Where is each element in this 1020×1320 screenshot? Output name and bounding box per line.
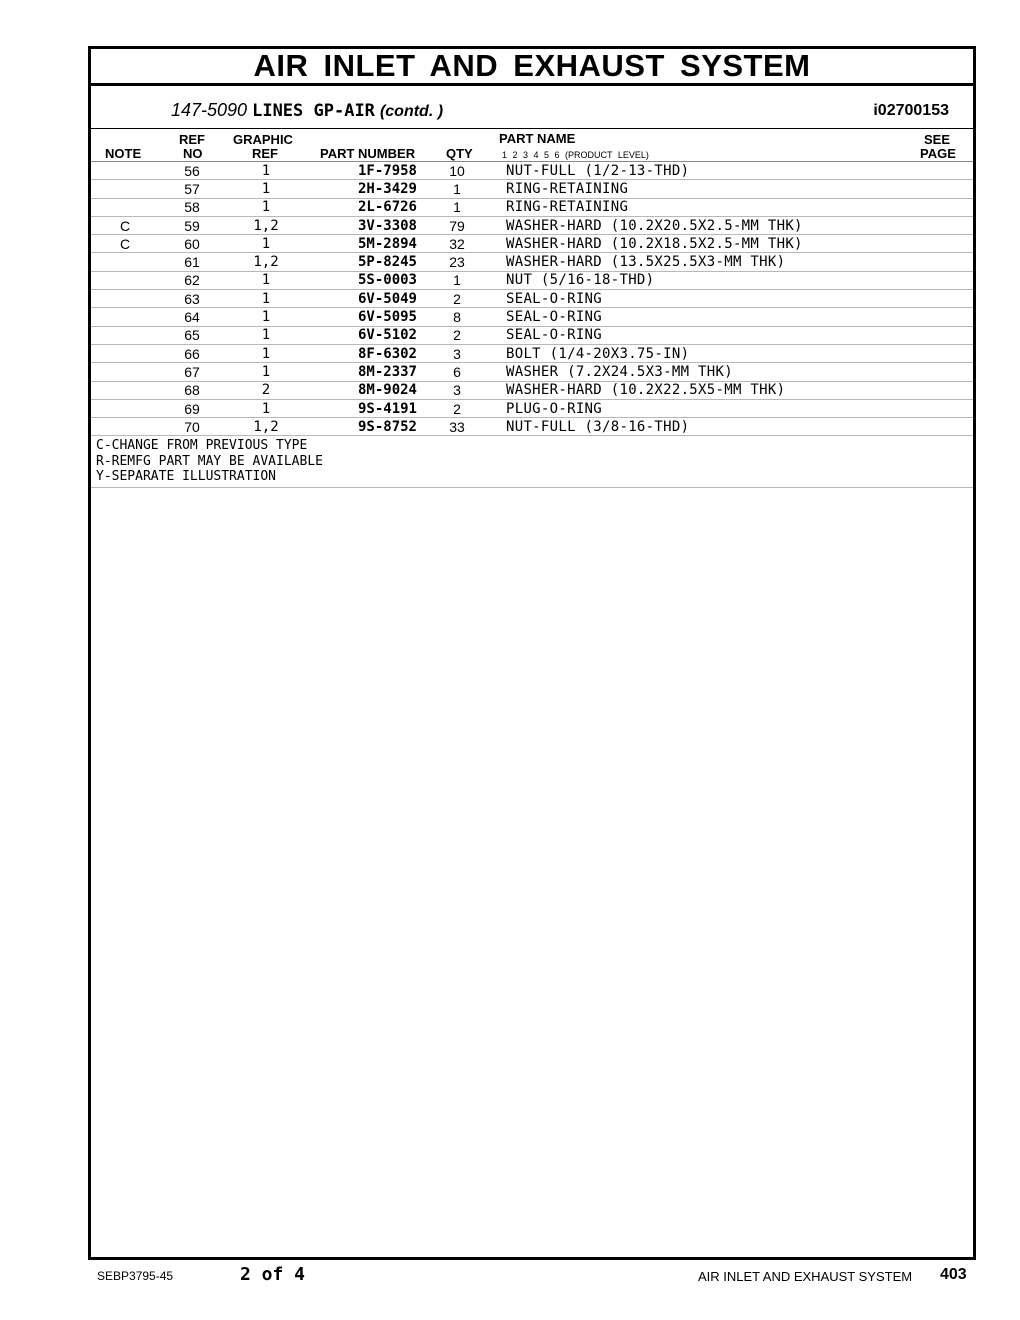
ref-no-cell: 65: [159, 326, 225, 344]
graphic-ref-cell: 1: [225, 363, 307, 381]
qty-cell: 3: [417, 381, 497, 399]
note-cell: [91, 308, 159, 326]
note-cell: [91, 253, 159, 271]
graphic-ref-cell: 1: [225, 235, 307, 253]
part-number-cell: 9S-8752: [307, 418, 417, 436]
graphic-ref-cell: 1: [225, 308, 307, 326]
footer-section: AIR INLET AND EXHAUST SYSTEM: [698, 1269, 913, 1284]
ref-no-cell: 57: [159, 180, 225, 198]
col-part-name: PART NAME: [499, 131, 576, 146]
part-number-cell: 6V-5095: [307, 308, 417, 326]
graphic-ref-cell: 1: [225, 326, 307, 344]
continued-label: (contd. ): [379, 103, 444, 120]
col-ref-bottom: NO: [183, 146, 203, 161]
qty-cell: 32: [417, 235, 497, 253]
graphic-ref-cell: 1: [225, 290, 307, 308]
table-row: [91, 381, 973, 399]
col-graphic-bottom: REF: [252, 146, 278, 161]
graphic-ref-cell: 1: [225, 162, 307, 180]
part-name-cell: WASHER-HARD (10.2X20.5X2.5-MM THK): [497, 216, 973, 234]
table-row: [91, 290, 973, 308]
parts-page-frame: [88, 46, 976, 1260]
ref-no-cell: 59: [159, 216, 225, 234]
part-number-cell: 2H-3429: [307, 180, 417, 198]
note-cell: [91, 198, 159, 216]
part-number-cell: 5M-2894: [307, 235, 417, 253]
table-row: [91, 399, 973, 417]
qty-cell: 1: [417, 198, 497, 216]
part-number-cell: 5P-8245: [307, 253, 417, 271]
note-cell: [91, 326, 159, 344]
ref-no-cell: 69: [159, 399, 225, 417]
table-row: [91, 308, 973, 326]
graphic-ref-cell: 1: [225, 198, 307, 216]
part-number-cell: 2L-6726: [307, 198, 417, 216]
graphic-ref-cell: 1,2: [225, 418, 307, 436]
part-name-cell: NUT-FULL (3/8-16-THD): [497, 418, 973, 436]
note-cell: [91, 290, 159, 308]
part-number-cell: 3V-3308: [307, 216, 417, 234]
graphic-ref-cell: 1,2: [225, 253, 307, 271]
note-cell: [91, 180, 159, 198]
qty-cell: 6: [417, 363, 497, 381]
legend-item: Y-SEPARATE ILLUSTRATION: [96, 469, 277, 485]
col-graphic-top: GRAPHIC: [233, 132, 293, 147]
group-header: [91, 86, 973, 129]
table-row: [91, 162, 973, 180]
qty-cell: 1: [417, 271, 497, 289]
qty-cell: 1: [417, 180, 497, 198]
ref-no-cell: 64: [159, 308, 225, 326]
ref-no-cell: 61: [159, 253, 225, 271]
group-name: LINES GP-AIR: [252, 101, 375, 121]
table-row: [91, 253, 973, 271]
note-cell: [91, 162, 159, 180]
page-title: AIR INLET AND EXHAUST SYSTEM: [91, 49, 973, 86]
part-name-cell: NUT-FULL (1/2-13-THD): [497, 162, 973, 180]
footer-doc-id: SEBP3795-45: [97, 1269, 174, 1283]
graphic-ref-cell: 1: [225, 271, 307, 289]
ref-no-cell: 62: [159, 271, 225, 289]
note-legend: [91, 436, 973, 488]
part-name-cell: SEAL-O-RING: [497, 326, 973, 344]
part-number-cell: 8M-9024: [307, 381, 417, 399]
illustration-id: i02700153: [873, 102, 949, 119]
col-see-bottom: PAGE: [920, 146, 956, 161]
table-row: [91, 180, 973, 198]
part-name-cell: PLUG-O-RING: [497, 399, 973, 417]
qty-cell: 23: [417, 253, 497, 271]
group-number: 147-5090: [171, 100, 248, 120]
col-qty: QTY: [446, 146, 473, 161]
col-product-levels: 1 2 3 4 5 6 (PRODUCT LEVEL): [502, 150, 649, 160]
note-cell: C: [91, 235, 159, 253]
footer-page-of: 2 of 4: [240, 1264, 306, 1285]
table-row: [91, 344, 973, 362]
table-row: [91, 326, 973, 344]
note-cell: [91, 271, 159, 289]
qty-cell: 2: [417, 326, 497, 344]
note-cell: C: [91, 216, 159, 234]
part-name-cell: RING-RETAINING: [497, 198, 973, 216]
part-name-cell: WASHER-HARD (10.2X18.5X2.5-MM THK): [497, 235, 973, 253]
qty-cell: 8: [417, 308, 497, 326]
legend-item: C-CHANGE FROM PREVIOUS TYPE: [96, 438, 308, 454]
ref-no-cell: 67: [159, 363, 225, 381]
qty-cell: 2: [417, 399, 497, 417]
table-row: [91, 235, 973, 253]
footer-page-number: 403: [940, 1266, 967, 1283]
note-cell: [91, 344, 159, 362]
ref-no-cell: 60: [159, 235, 225, 253]
ref-no-cell: 66: [159, 344, 225, 362]
table-row: [91, 216, 973, 234]
page-footer: [0, 1264, 1020, 1288]
legend-item: R-REMFG PART MAY BE AVAILABLE: [96, 453, 323, 469]
part-name-cell: NUT (5/16-18-THD): [497, 271, 973, 289]
qty-cell: 79: [417, 216, 497, 234]
part-number-cell: 6V-5049: [307, 290, 417, 308]
ref-no-cell: 63: [159, 290, 225, 308]
graphic-ref-cell: 1: [225, 180, 307, 198]
parts-table: [91, 162, 973, 436]
column-headers: [91, 129, 973, 162]
table-row: [91, 418, 973, 436]
qty-cell: 33: [417, 418, 497, 436]
part-name-cell: SEAL-O-RING: [497, 290, 973, 308]
graphic-ref-cell: 1: [225, 399, 307, 417]
graphic-ref-cell: 1: [225, 344, 307, 362]
col-ref-top: REF: [179, 132, 205, 147]
ref-no-cell: 58: [159, 198, 225, 216]
col-see-top: SEE: [924, 132, 951, 147]
qty-cell: 3: [417, 344, 497, 362]
col-note: NOTE: [105, 146, 142, 161]
qty-cell: 2: [417, 290, 497, 308]
note-cell: [91, 418, 159, 436]
graphic-ref-cell: 2: [225, 381, 307, 399]
part-number-cell: 8M-2337: [307, 363, 417, 381]
part-number-cell: 6V-5102: [307, 326, 417, 344]
part-name-cell: BOLT (1/4-20X3.75-IN): [497, 344, 973, 362]
table-row: [91, 363, 973, 381]
part-name-cell: SEAL-O-RING: [497, 308, 973, 326]
note-cell: [91, 381, 159, 399]
ref-no-cell: 70: [159, 418, 225, 436]
group-title: [171, 100, 443, 121]
part-number-cell: 9S-4191: [307, 399, 417, 417]
note-cell: [91, 363, 159, 381]
qty-cell: 10: [417, 162, 497, 180]
part-number-cell: 5S-0003: [307, 271, 417, 289]
part-name-cell: WASHER (7.2X24.5X3-MM THK): [497, 363, 973, 381]
ref-no-cell: 68: [159, 381, 225, 399]
ref-no-cell: 56: [159, 162, 225, 180]
note-cell: [91, 399, 159, 417]
graphic-ref-cell: 1,2: [225, 216, 307, 234]
part-number-cell: 8F-6302: [307, 344, 417, 362]
part-name-cell: WASHER-HARD (13.5X25.5X3-MM THK): [497, 253, 973, 271]
part-name-cell: RING-RETAINING: [497, 180, 973, 198]
part-name-cell: WASHER-HARD (10.2X22.5X5-MM THK): [497, 381, 973, 399]
part-number-cell: 1F-7958: [307, 162, 417, 180]
table-row: [91, 271, 973, 289]
col-part-number: PART NUMBER: [320, 146, 416, 161]
table-row: [91, 198, 973, 216]
